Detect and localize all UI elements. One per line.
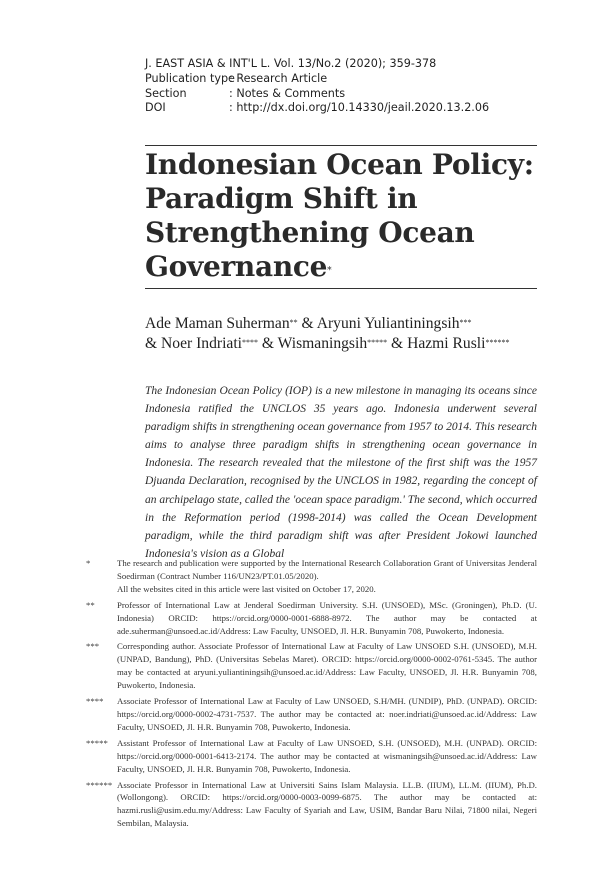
title-line-text: Governance [145, 250, 328, 283]
author-name: Wismaningsih [277, 335, 368, 352]
footnote-paragraph: Associate Professor of International Law at Faculty of Law UNSOED, S.H/MH. (UNDIP), PhD. (UNPAD). ORCID: https://orcid.org/0000-0002-4731-7537. The author may be contacted at: noer.indriati@unsoed.ac.id/Address: Law Faculty, UNSOED, Jl. H.R. Bunyamin 708, Puwokerto, Indonesia. [117, 696, 537, 732]
footnote-text [117, 695, 537, 734]
footnote-marker: ****** [86, 779, 113, 790]
footnote [86, 737, 537, 776]
author-name: Ade Maman Suherman [145, 315, 290, 332]
author-footnote-marker[interactable]: **** [242, 338, 258, 347]
doi-link[interactable]: : http://dx.doi.org/10.14330/jeail.2020.13.2.06 [229, 101, 490, 115]
footnote [86, 779, 537, 831]
author-line [145, 334, 545, 354]
footnote-marker: ** [86, 599, 95, 610]
meta-label: Publication type [145, 71, 235, 85]
footnote-text [117, 640, 537, 692]
title-line [145, 250, 537, 284]
footnote-paragraph: Professor of International Law at Jenderal Soedirman University. S.H. (UNSOED), MSc. (Groningen), Ph.D. (U. Indonesia) ORCID: https://orcid.org/0000-0001-6888-8972. The author may be contacted at ade.suherman@unsoed.ac.id/Address: Law Faculty, UNSOED, Jl. H.R. Bunyamin 708, Puwokerto, Indonesia. [117, 599, 537, 636]
title-line: Strengthening Ocean [145, 216, 475, 249]
footnote-text [117, 599, 537, 638]
footnote-text [117, 557, 537, 596]
footnote-paragraph: Assistant Professor of International Law at Faculty of Law UNSOED, S.H. (UNSOED), M.H. (UNPAD). ORCID: https://orcid.org/0000-0001-6413-2174. The author may be contacted at wismaningsih@unsoed.ac.id/Address: Law Faculty, UNSOED, Jl. H.R. Bunyamin 708, Puwokerto, Indonesia. [117, 737, 537, 774]
author-separator: & [258, 335, 278, 352]
author-separator: & [145, 335, 162, 352]
meta-row-publication-type [145, 72, 489, 87]
author-list [145, 314, 545, 354]
footnote [86, 557, 537, 596]
author-footnote-marker[interactable]: ***** [367, 338, 388, 347]
author-name: Hazmi Rusli [407, 335, 486, 352]
footnote-paragraph: Associate Professor in International Law at Universiti Sains Islam Malaysia. LL.B. (IIUM), LL.M. (IIUM), Ph.D. (Wollongong). ORCID: https://orcid.org/0000-0003-0099-6875. The author may be contacted at: hazmi.rusli@usim.edu.my/Address: Law Faculty of Syariah and Law, USIM, Bandar Baru Nilai, 71800 nilai, Negeri Sembilan, Malaysia. [117, 779, 537, 829]
abstract-text: The Indonesian Ocean Policy (IOP) is a new milestone in managing its oceans since Indonesia ratified the UNCLOS 35 years ago. Indonesia underwent several paradigm shifts in strengthening ocean governance from 1957 to 2014. This research aims to analyse three paradigm shifts in strengthening ocean governance in Indonesia. The research revealed that the milestone of the first shift was the 1957 Djuanda Declaration, recognised by the UNCLOS in 1982, regarding the concept of an archipelago state, called the 'ocean space paradigm.' The second, which occurred in the Reformation period (1998-2014) was called the Ocean Development paradigm, while the third paradigm shift was after President Jokowi launched Indonesia's vision as a Global [145, 385, 537, 560]
footnote-marker: **** [86, 696, 104, 707]
footnote-paragraph: Corresponding author. Associate Professor of International Law at Faculty of Law UNSOED S.H. (UNSOED), M.H. (UNPAD, Bandung), PhD. (Universitas Sebelas Maret). ORCID: https://orcid.org/0000-0002-0761-5345. The author may be contacted at aryuni.yuliantiningsih@unsoed.ac.id/Address: Law Faculty, UNSOED, Jl. H.R. Bunyamin 708, Puwokerto, Indonesia. [117, 641, 537, 691]
author-name: Noer Indriati [161, 335, 242, 352]
footnotes [86, 557, 537, 833]
meta-value: : Notes & Comments [229, 86, 346, 100]
author-separator: & [297, 315, 317, 332]
article-metadata [145, 57, 489, 116]
journal-citation: J. EAST ASIA & INT'L L. Vol. 13/No.2 (2020); 359-378 [145, 57, 437, 70]
footnote-text [117, 779, 537, 831]
meta-row-doi [145, 101, 489, 116]
footnote-marker: ***** [86, 737, 108, 748]
meta-label: Section [145, 86, 187, 100]
author-footnote-marker[interactable]: ****** [485, 338, 510, 347]
footnote-paragraph: The research and publication were supported by the International Research Collaboration Grant of Universitas Jenderal Soedirman (Contract Number 116/UN23/PT.01.05/2020). [117, 558, 537, 581]
footnote-marker: *** [86, 641, 100, 652]
footnote-marker: * [86, 558, 91, 568]
article-title [145, 148, 537, 284]
meta-row-section [145, 87, 489, 102]
footnote [86, 640, 537, 692]
footnote [86, 599, 537, 638]
author-name: Aryuni Yuliantiningsih [316, 315, 460, 332]
meta-label: DOI [145, 101, 166, 115]
footnote-text [117, 737, 537, 776]
author-line [145, 314, 545, 334]
title-line: Indonesian Ocean Policy: [145, 148, 534, 181]
title-rule-bottom [145, 288, 537, 289]
footnote [86, 695, 537, 734]
title-line: Paradigm Shift in [145, 182, 418, 215]
author-footnote-marker[interactable]: *** [459, 318, 472, 327]
title-rule-top [145, 145, 537, 146]
footnote-paragraph: All the websites cited in this article were last visited on October 17, 2020. [117, 583, 376, 594]
meta-value: : Research Article [229, 71, 328, 85]
author-footnote-marker[interactable]: ** [289, 318, 298, 327]
title-footnote-marker[interactable]: * [327, 266, 332, 276]
author-separator: & [387, 335, 408, 352]
